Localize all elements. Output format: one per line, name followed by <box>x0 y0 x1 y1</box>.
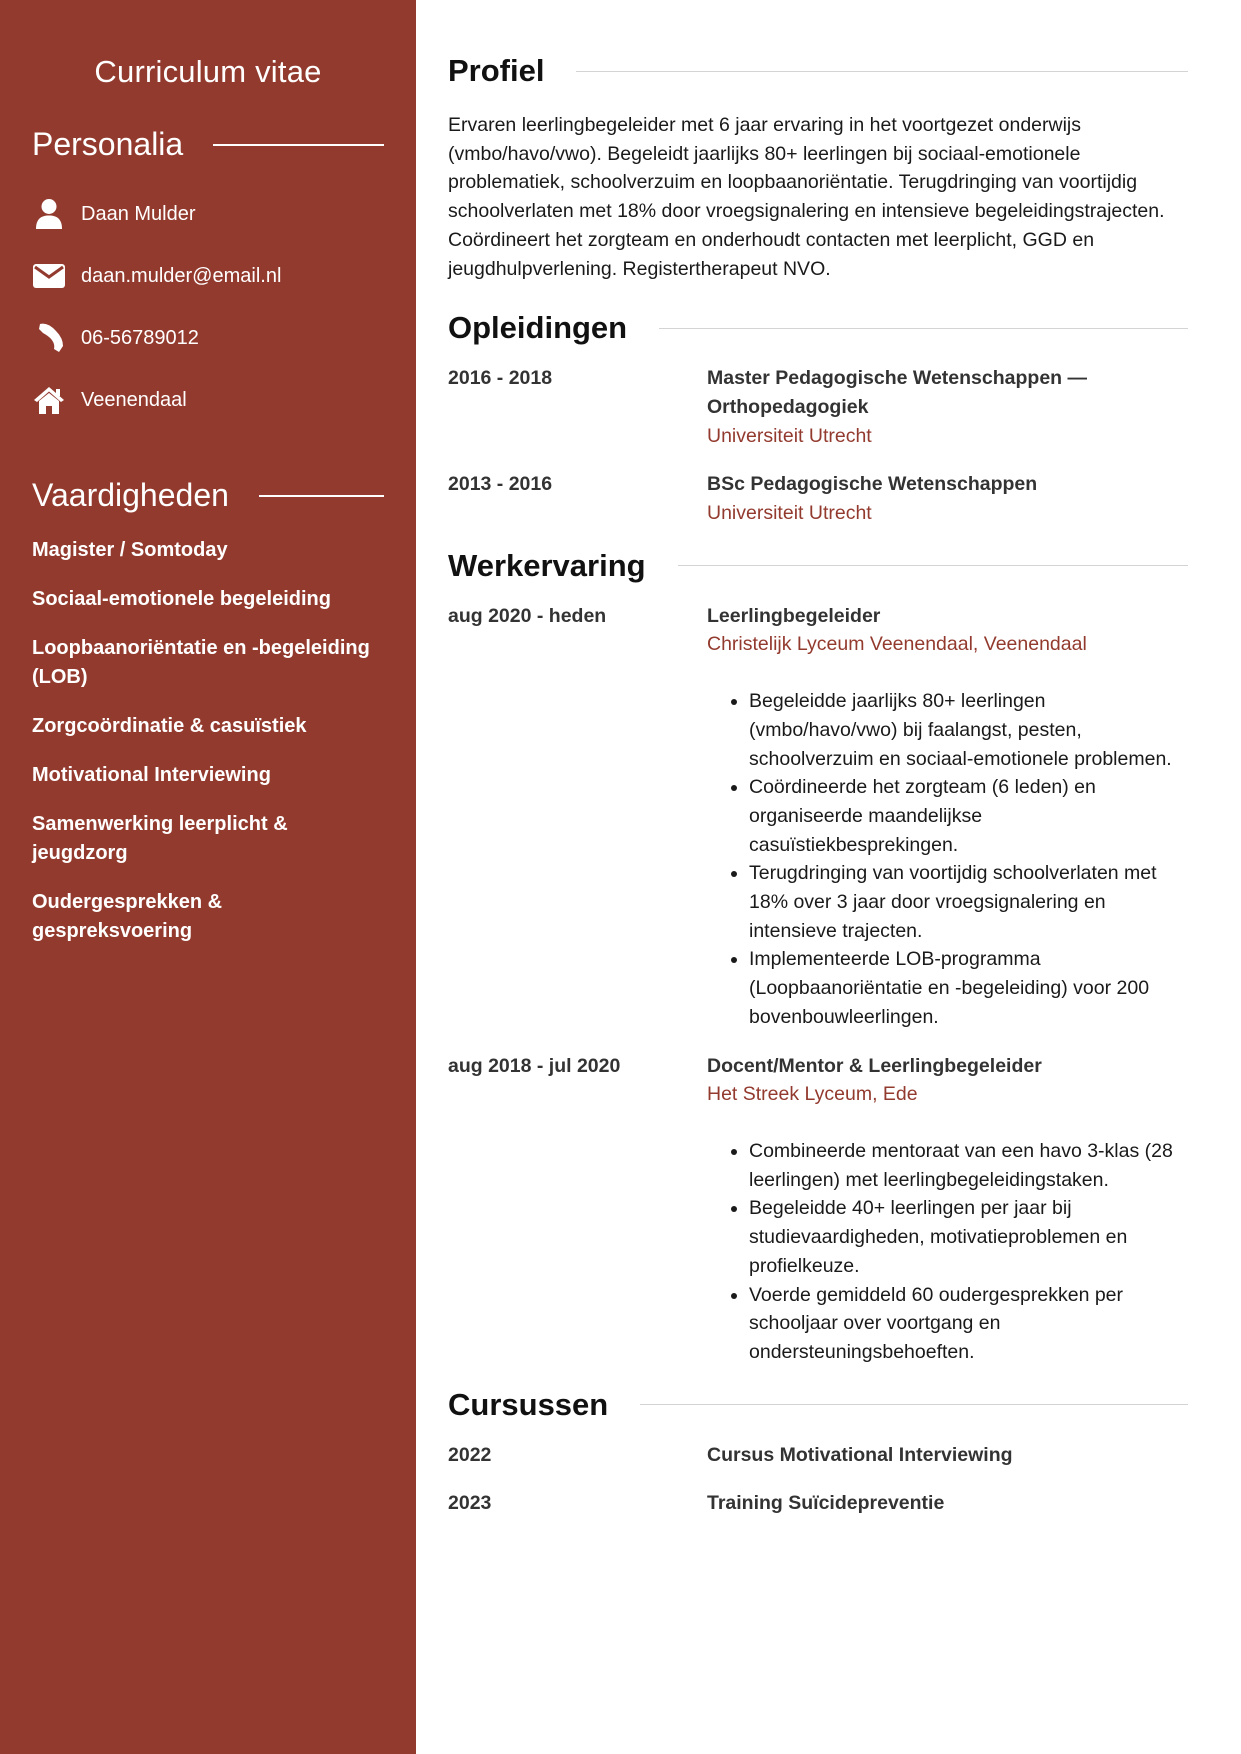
entry-body <box>707 1441 1188 1470</box>
heading-rule <box>678 565 1188 566</box>
entry-org: Christelijk Lyceum Veenendaal, Veenendaal <box>707 633 1087 656</box>
entry-date: 2023 <box>448 1492 492 1515</box>
education-list <box>448 364 1188 528</box>
entry-body <box>707 470 1188 527</box>
user-icon <box>32 197 66 231</box>
experience-list <box>448 602 1188 1367</box>
main-content <box>448 0 1188 1538</box>
skills-heading-label: Vaardigheden <box>32 477 229 513</box>
education-heading <box>448 310 1188 346</box>
experience-entry <box>448 602 1188 1032</box>
sidebar <box>0 0 416 1754</box>
entry-org: Universiteit Utrecht <box>707 502 872 525</box>
bullet-item: • Begeleidde 40+ leerlingen per jaar bij studievaardigheden, motivatieproblemen en profielkeuze. <box>749 1194 1188 1280</box>
courses-heading <box>448 1387 1188 1423</box>
entry-bullets <box>707 687 1188 1031</box>
entry-body <box>707 1489 1188 1518</box>
skill-item: Magister / Somtoday <box>32 539 228 561</box>
experience-heading-label: Werkervaring <box>448 547 646 583</box>
personalia-heading-label: Personalia <box>32 126 184 162</box>
skill-item: Zorgcoördinatie & casuïstiek <box>32 715 307 737</box>
entry-title: Master Pedagogische Wetenschappen — Orthopedagogiek <box>707 367 1087 418</box>
phone-icon <box>32 321 66 355</box>
envelope-icon <box>32 259 66 293</box>
courses-list <box>448 1441 1188 1518</box>
contact-location-text: Veenendaal <box>81 388 187 411</box>
heading-rule <box>659 328 1188 329</box>
entry-title: Leerlingbegeleider <box>707 604 881 627</box>
heading-rule <box>576 71 1188 72</box>
heading-rule <box>259 495 384 497</box>
bullet-item: • Terugdringing van voortijdig schoolverlaten met 18% over 3 jaar door vroegsignalering en intensieve trajecten. <box>749 859 1188 945</box>
skill-item: Loopbaanoriëntatie en -begeleiding (LOB) <box>32 637 370 688</box>
skill-item: Samenwerking leerplicht & jeugdzorg <box>32 813 288 864</box>
entry-body <box>707 602 1188 1032</box>
home-icon <box>32 383 66 417</box>
heading-rule <box>640 1404 1188 1405</box>
skill-item: Sociaal-emotionele begeleiding <box>32 588 331 610</box>
contact-phone[interactable] <box>32 307 384 369</box>
contact-phone-text[interactable]: 06-56789012 <box>81 326 199 349</box>
experience-entry <box>448 1052 1188 1367</box>
courses-heading-label: Cursussen <box>448 1386 609 1422</box>
entry-date: aug 2020 - heden <box>448 604 607 627</box>
contact-name-text: Daan Mulder <box>81 202 196 225</box>
bullet-item: • Coördineerde het zorgteam (6 leden) en organiseerde maandelijkse casuïstiekbesprekingen. <box>749 773 1188 859</box>
personalia-heading <box>32 126 384 163</box>
entry-org: Het Streek Lyceum, Ede <box>707 1083 918 1106</box>
contact-list <box>32 183 384 431</box>
bullet-item: • Implementeerde LOB-programma (Loopbaanoriëntatie en -begeleiding) voor 200 bovenbouwleerlingen. <box>749 945 1188 1031</box>
education-entry <box>448 364 1188 450</box>
profile-text: Ervaren leerlingbegeleider met 6 jaar ervaring in het voortgezet onderwijs (vmbo/havo/vwo). Begeleidt jaarlijks 80+ leerlingen bij sociaal-emotionele problematiek, schoolverzuim en loopbaanoriëntatie. Terugdringing van voortijdig schoolverlaten met 18% door vroegsignalering en intensieve begeleidingstrajecten. Coördineert het zorgteam en onderhoudt contacten met leerplicht, GGD en jeugdhulpverlening. Registertherapeut NVO. <box>448 114 1165 280</box>
skill-item: Oudergesprekken & gespreksvoering <box>32 891 223 942</box>
heading-rule <box>213 144 384 146</box>
entry-date: 2022 <box>448 1443 492 1466</box>
contact-location <box>32 369 384 431</box>
contact-email[interactable] <box>32 245 384 307</box>
profile-heading <box>448 53 1188 89</box>
entry-title: Cursus Motivational Interviewing <box>707 1443 1013 1466</box>
skills-heading <box>32 477 384 514</box>
education-entry <box>448 470 1188 527</box>
course-entry <box>448 1441 1188 1470</box>
entry-date: aug 2018 - jul 2020 <box>448 1054 621 1077</box>
entry-date: 2013 - 2016 <box>448 473 553 496</box>
entry-body <box>707 1052 1188 1367</box>
contact-name <box>32 183 384 245</box>
skill-item: Motivational Interviewing <box>32 764 271 786</box>
entry-body <box>707 364 1188 450</box>
bullet-item: • Combineerde mentoraat van een havo 3-klas (28 leerlingen) met leerlingbegeleidingstaken. <box>749 1137 1188 1194</box>
cv-title: Curriculum vitae <box>94 54 322 89</box>
education-heading-label: Opleidingen <box>448 310 628 346</box>
entry-bullets <box>707 1137 1188 1367</box>
entry-date: 2016 - 2018 <box>448 367 553 390</box>
profile-heading-label: Profiel <box>448 53 545 88</box>
entry-title: BSc Pedagogische Wetenschappen <box>707 473 1038 496</box>
bullet-item: • Voerde gemiddeld 60 oudergesprekken per schooljaar over voortgang en ondersteuningsbehoeften. <box>749 1281 1188 1367</box>
entry-org: Universiteit Utrecht <box>707 424 872 447</box>
contact-email-text[interactable]: daan.mulder@email.nl <box>81 264 282 287</box>
entry-title: Training Suïcidepreventie <box>707 1492 945 1515</box>
bullet-item: • Begeleidde jaarlijks 80+ leerlingen (vmbo/havo/vwo) bij faalangst, pesten, schoolverzuim en sociaal-emotionele problemen. <box>749 687 1188 773</box>
experience-heading <box>448 548 1188 584</box>
course-entry <box>448 1489 1188 1518</box>
entry-title: Docent/Mentor & Leerlingbegeleider <box>707 1054 1042 1077</box>
skills-list <box>32 536 384 946</box>
